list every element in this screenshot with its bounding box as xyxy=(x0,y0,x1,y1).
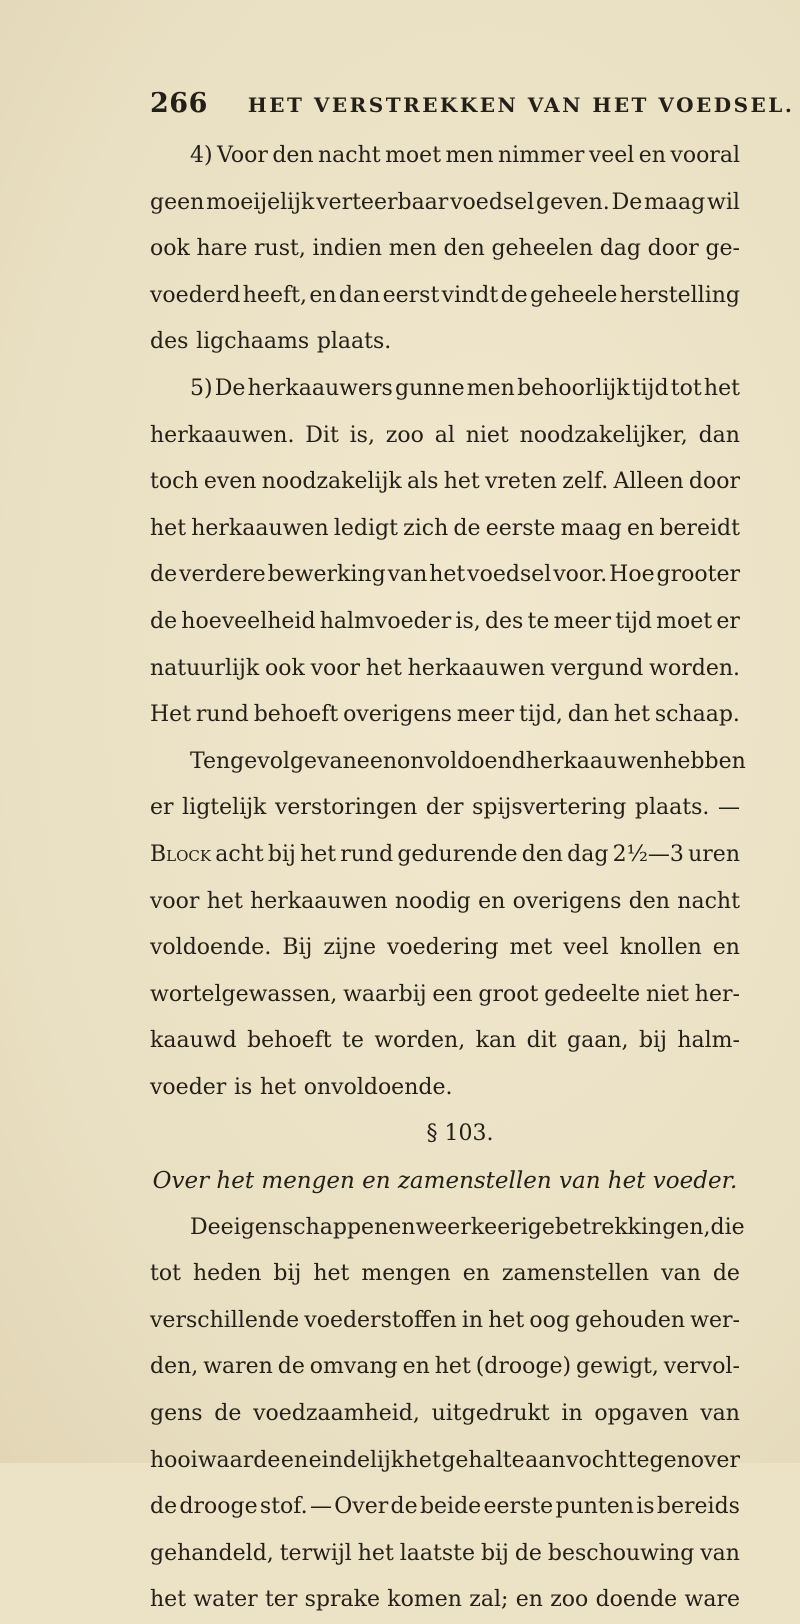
word: en xyxy=(478,888,506,914)
word: spijsvertering xyxy=(472,795,627,821)
word: gaan, xyxy=(567,1028,629,1054)
word: de xyxy=(277,1354,305,1380)
text-line xyxy=(150,646,740,693)
word: maag xyxy=(644,189,706,215)
word: rust, xyxy=(254,236,306,262)
word: dit xyxy=(526,1028,557,1054)
word: de xyxy=(214,1401,242,1427)
word: die xyxy=(710,1214,745,1240)
word: tijd xyxy=(631,375,669,401)
word: kan xyxy=(475,1028,517,1054)
word: weerkeerige xyxy=(415,1214,555,1240)
paragraph-block-1 xyxy=(150,133,746,1111)
word: herkaauwen xyxy=(191,515,329,541)
word: toch xyxy=(150,469,199,495)
word: oog xyxy=(529,1307,570,1333)
word: geen xyxy=(150,189,205,215)
word: wer- xyxy=(690,1307,740,1333)
word: herkaauwen. xyxy=(150,422,295,448)
word: veel xyxy=(588,143,635,168)
word: tijd, xyxy=(519,702,563,728)
word: de xyxy=(390,1494,418,1520)
word: punten xyxy=(555,1494,634,1520)
word: herkaauwen xyxy=(407,655,546,681)
text-line xyxy=(150,785,740,832)
word: een xyxy=(356,748,398,774)
text-line xyxy=(150,552,740,599)
word: Voor xyxy=(217,143,268,168)
word: drooge xyxy=(179,1494,258,1520)
word: herkaauwen xyxy=(525,748,664,774)
word: voedering xyxy=(386,935,499,961)
word: (drooge) xyxy=(475,1354,572,1380)
word: worden. xyxy=(649,655,740,681)
word: worden, xyxy=(374,1028,466,1054)
word: schaap. xyxy=(654,702,740,728)
word: 5) xyxy=(190,375,213,401)
word: moet xyxy=(656,608,713,634)
word: zelf. xyxy=(562,469,609,495)
word: halmvoeder xyxy=(319,608,452,634)
word: overigens xyxy=(512,888,622,914)
word: het xyxy=(488,1307,525,1333)
word: den xyxy=(628,888,670,914)
word: het xyxy=(260,1074,297,1100)
word: verdere xyxy=(179,562,266,588)
text-line xyxy=(150,1065,740,1112)
word: eerst xyxy=(382,282,440,308)
word: beide xyxy=(419,1494,482,1520)
word: natuurlijk xyxy=(150,655,260,681)
word: ware xyxy=(684,1587,740,1613)
word: verstoringen xyxy=(274,795,418,821)
word: als xyxy=(407,469,439,495)
word: Block xyxy=(150,841,212,867)
word: kaauwd xyxy=(150,1028,237,1054)
word: den, xyxy=(150,1354,199,1380)
word: voedsel xyxy=(450,189,535,215)
word: van xyxy=(387,562,428,588)
word: plaats. xyxy=(316,329,392,355)
text-line xyxy=(150,319,740,366)
word: terwijl xyxy=(279,1540,352,1566)
word: hebben xyxy=(663,748,746,774)
word: behoorlijk xyxy=(517,375,630,401)
word: doende xyxy=(595,1587,678,1613)
word: bij xyxy=(267,841,296,867)
word: plaats. xyxy=(634,795,710,821)
word: is, xyxy=(455,608,481,634)
word: zamenstellen xyxy=(501,1261,650,1287)
word: voor. xyxy=(553,562,608,588)
word: verschillende xyxy=(150,1307,300,1333)
running-head: HET VERSTREKKEN VAN HET VOEDSEL. xyxy=(247,93,795,117)
word: knollen xyxy=(619,935,702,961)
word: te xyxy=(342,1028,364,1054)
word: laatste xyxy=(399,1540,475,1566)
text-line xyxy=(150,413,740,460)
word: uren xyxy=(688,841,740,867)
word: omvang xyxy=(309,1354,398,1380)
word: hoeveelheid xyxy=(181,608,316,634)
word: Het xyxy=(150,702,192,728)
word: tijd xyxy=(615,608,652,634)
word: zoo xyxy=(385,422,424,448)
word: Bij xyxy=(282,935,313,961)
word: het xyxy=(357,1540,394,1566)
word: het xyxy=(429,562,466,588)
word: en xyxy=(402,1354,430,1380)
word: men xyxy=(466,375,515,401)
text-line xyxy=(150,273,740,320)
word: onvoldoend xyxy=(397,748,526,774)
word: van xyxy=(661,1261,701,1287)
word: dag xyxy=(567,841,609,867)
word: wil xyxy=(707,189,740,215)
word: geheelen xyxy=(491,236,593,262)
word: voldoende. xyxy=(150,935,272,961)
word: de xyxy=(500,282,528,308)
word: al xyxy=(434,422,455,448)
word: en xyxy=(515,1587,543,1613)
text-line xyxy=(150,879,740,926)
word: in xyxy=(561,1401,583,1427)
word: onvoldoende. xyxy=(303,1074,453,1100)
word: even xyxy=(203,469,257,495)
word: moeijelijk xyxy=(206,189,315,215)
word: voor xyxy=(150,888,200,914)
word: betrekkingen, xyxy=(554,1214,711,1240)
word: is xyxy=(636,1494,655,1520)
word: bij xyxy=(480,1540,509,1566)
word: behoeft xyxy=(253,702,339,728)
word: en xyxy=(638,143,666,168)
word: waren xyxy=(203,1354,273,1380)
word: dan xyxy=(567,702,610,728)
word: De xyxy=(190,1214,221,1240)
word: groot xyxy=(478,981,539,1007)
word: noodzakelijker, xyxy=(519,422,688,448)
word: eindelijk xyxy=(308,1447,405,1473)
word: gewigt, xyxy=(575,1354,659,1380)
word: tot xyxy=(150,1261,181,1287)
word: beschouwing xyxy=(547,1540,695,1566)
word: van xyxy=(700,1540,740,1566)
word: — xyxy=(309,1494,332,1520)
word: zich xyxy=(403,515,449,541)
word: halm- xyxy=(677,1028,740,1054)
word: De xyxy=(611,189,643,215)
word: zal; xyxy=(469,1587,509,1613)
word: nacht xyxy=(677,888,740,914)
word: ligtelijk xyxy=(182,795,267,821)
word: her- xyxy=(694,981,740,1007)
word: nimmer xyxy=(497,143,585,168)
word: gens xyxy=(150,1401,203,1427)
word: den xyxy=(272,143,314,168)
word: ook xyxy=(150,236,190,262)
word: van xyxy=(317,748,357,774)
word: vergund xyxy=(550,655,644,681)
word: rund xyxy=(340,841,394,867)
text-line xyxy=(150,1018,740,1065)
word: gehouden xyxy=(575,1307,686,1333)
text-line xyxy=(150,226,740,273)
text-line xyxy=(150,1344,740,1391)
text-line xyxy=(150,692,740,739)
word: en xyxy=(712,935,740,961)
word: heeft, xyxy=(242,282,307,308)
word: gehandeld, xyxy=(150,1540,274,1566)
word: er xyxy=(716,608,740,634)
word: en xyxy=(280,1447,309,1473)
word: heden xyxy=(192,1261,262,1287)
word: maag xyxy=(560,515,622,541)
word: gedurende xyxy=(397,841,518,867)
word: noodig xyxy=(394,888,471,914)
text-line xyxy=(150,1438,740,1485)
word: vocht xyxy=(566,1447,628,1473)
word: de xyxy=(514,1540,542,1566)
word: eigenschappen xyxy=(220,1214,389,1240)
word: het xyxy=(613,702,650,728)
word: niet xyxy=(645,981,690,1007)
word: en xyxy=(626,515,655,541)
page-header xyxy=(150,88,795,128)
word: vervol- xyxy=(663,1354,740,1380)
word: van xyxy=(700,1401,740,1427)
word: uitgedrukt xyxy=(431,1401,550,1427)
word: ook xyxy=(265,655,305,681)
word: het xyxy=(703,375,740,401)
word: indien xyxy=(312,236,383,262)
word: Alleen xyxy=(613,469,684,495)
word: De xyxy=(214,375,246,401)
word: Ten xyxy=(190,748,231,774)
word: het xyxy=(300,841,337,867)
word: meer xyxy=(553,608,612,634)
word: dag xyxy=(599,236,641,262)
section-title: Over het mengen en zamenstellen van het voeder. xyxy=(152,1168,738,1195)
word: der xyxy=(425,795,464,821)
text-line xyxy=(150,459,740,506)
word: bij xyxy=(273,1261,302,1287)
word: is, xyxy=(349,422,375,448)
word: de xyxy=(453,515,481,541)
word: meer xyxy=(456,702,515,728)
word: behoeft xyxy=(247,1028,332,1054)
word: het xyxy=(434,1354,471,1380)
word: water xyxy=(193,1587,258,1613)
paragraph-block-2 xyxy=(150,1205,745,1624)
word: het xyxy=(443,469,480,495)
word: overigens xyxy=(343,702,452,728)
word: de xyxy=(150,562,178,588)
page-number: 266 xyxy=(150,88,208,119)
word: Dit xyxy=(305,422,339,448)
word: aan xyxy=(525,1447,566,1473)
word: voeder xyxy=(150,1074,227,1100)
text-line xyxy=(150,133,740,180)
word: eerste xyxy=(483,1494,554,1520)
word: grooter xyxy=(656,562,740,588)
word: noodzakelijk xyxy=(261,469,402,495)
word: — xyxy=(717,795,740,821)
word: den xyxy=(443,236,485,262)
text-line xyxy=(150,972,740,1019)
word: gedeelte xyxy=(544,981,641,1007)
word: de xyxy=(150,608,178,634)
word: gevolge xyxy=(230,748,318,774)
text-line xyxy=(150,1298,740,1345)
word: herkaauwen xyxy=(250,888,388,914)
word: te xyxy=(527,608,550,634)
word: 4) xyxy=(190,143,213,168)
word: rund xyxy=(195,702,249,728)
text-line xyxy=(150,925,740,972)
word: hare xyxy=(196,236,248,262)
word: de xyxy=(712,1261,740,1287)
word: waarbij xyxy=(343,981,427,1007)
text-line xyxy=(150,506,740,553)
word: het xyxy=(313,1261,350,1287)
word: voedsel xyxy=(467,562,552,588)
body-text xyxy=(150,133,746,1624)
word: zoo xyxy=(550,1587,589,1613)
word: het xyxy=(365,655,402,681)
word: bewerking xyxy=(267,562,386,588)
word: des xyxy=(150,329,189,355)
text-line xyxy=(150,180,740,227)
word: in xyxy=(461,1307,484,1333)
word: ge- xyxy=(705,236,740,262)
word: met xyxy=(509,935,553,961)
word: verteerbaar xyxy=(316,189,449,215)
word: gunne xyxy=(394,375,465,401)
word: dan xyxy=(698,422,740,448)
word: Over xyxy=(334,1494,389,1520)
text-line xyxy=(150,1577,740,1624)
text-line xyxy=(150,1484,740,1531)
word: wortelgewassen, xyxy=(150,981,338,1007)
word: en xyxy=(462,1261,490,1287)
word: ligchaams xyxy=(196,329,310,355)
word: komen xyxy=(387,1587,462,1613)
word: 2½—3 xyxy=(612,841,684,867)
word: men xyxy=(388,236,437,262)
word: voor xyxy=(310,655,361,681)
word: ter xyxy=(264,1587,298,1613)
word: opgaven xyxy=(594,1401,689,1427)
word: er xyxy=(150,795,174,821)
word: vindt xyxy=(441,282,499,308)
word: het xyxy=(206,888,243,914)
text-line xyxy=(150,1391,740,1438)
word: het xyxy=(150,515,187,541)
word: het xyxy=(404,1447,441,1473)
section-number: § 103. xyxy=(426,1121,494,1147)
word: acht xyxy=(215,841,264,867)
word: sprake xyxy=(304,1587,380,1613)
word: voederstoffen xyxy=(304,1307,457,1333)
word: geheele xyxy=(530,282,618,308)
word: vreten xyxy=(484,469,557,495)
word: vooral xyxy=(670,143,740,168)
word: nacht xyxy=(318,143,381,168)
text-line xyxy=(150,599,740,646)
word: des xyxy=(484,608,524,634)
word: eerste xyxy=(485,515,556,541)
word: ledigt xyxy=(333,515,398,541)
word: men xyxy=(445,143,494,168)
word: een xyxy=(432,981,473,1007)
word: bij xyxy=(638,1028,667,1054)
word: de xyxy=(150,1494,178,1520)
word: door xyxy=(688,469,740,495)
word: voedzaamheid, xyxy=(253,1401,420,1427)
word: den xyxy=(521,841,563,867)
word: hooiwaarde xyxy=(150,1447,281,1473)
text-line xyxy=(150,366,740,413)
text-line xyxy=(150,832,740,879)
word: niet xyxy=(465,422,509,448)
text-line xyxy=(150,1251,740,1298)
word: mengen xyxy=(361,1261,451,1287)
word: moet xyxy=(385,143,442,168)
word: en xyxy=(388,1214,416,1240)
word: tot xyxy=(670,375,702,401)
word: gehalte xyxy=(441,1447,525,1473)
text-line xyxy=(150,1531,740,1578)
word: Hoe xyxy=(609,562,655,588)
word: geven. xyxy=(536,189,610,215)
word: tegenover xyxy=(627,1447,740,1473)
word: het xyxy=(150,1587,187,1613)
word: bereids xyxy=(656,1494,740,1520)
word: en xyxy=(309,282,337,308)
word: bereidt xyxy=(659,515,740,541)
text-line xyxy=(150,739,746,786)
word: is xyxy=(234,1074,253,1100)
word: voederd xyxy=(150,282,241,308)
word: herkaauwers xyxy=(247,375,393,401)
word: herstelling xyxy=(619,282,740,308)
text-line xyxy=(150,1205,745,1252)
word: dan xyxy=(338,282,381,308)
word: zijne xyxy=(323,935,376,961)
word: veel xyxy=(563,935,609,961)
word: door xyxy=(647,236,699,262)
word: stof. xyxy=(259,1494,308,1520)
